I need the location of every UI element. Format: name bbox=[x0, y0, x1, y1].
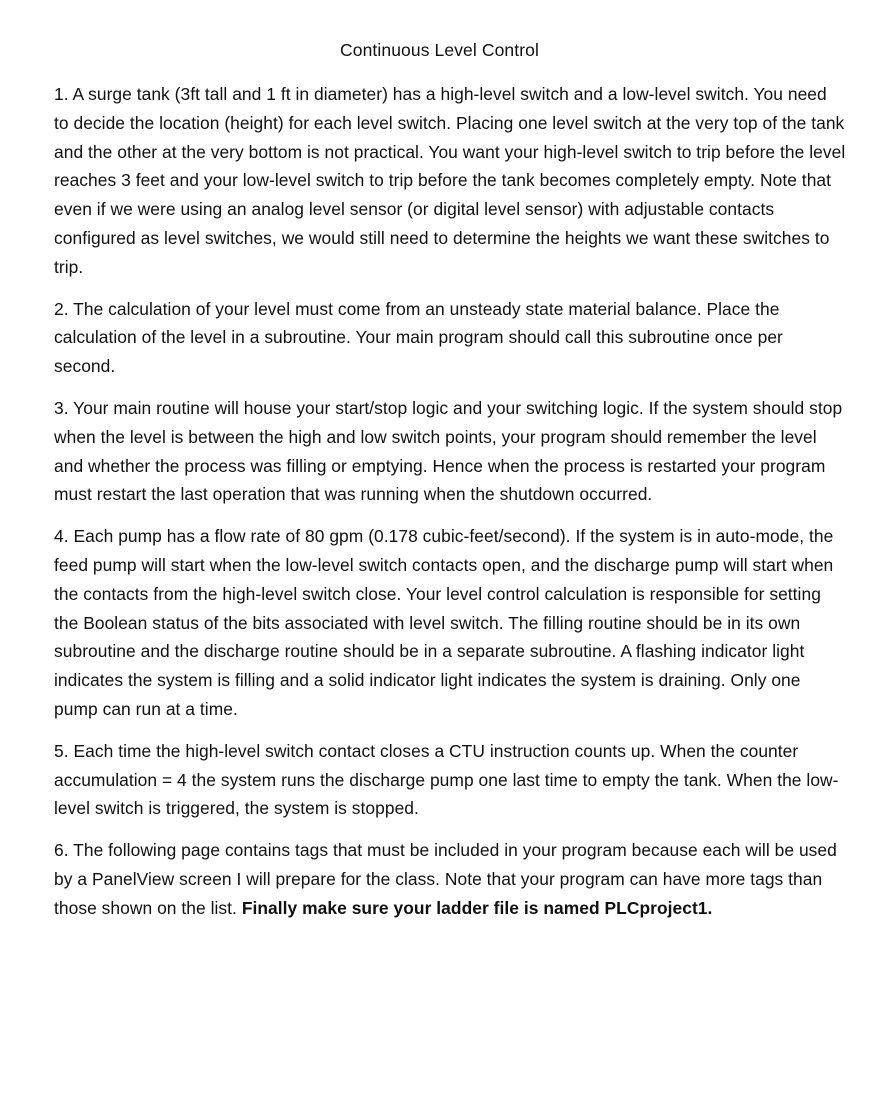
ladder-file-note: Finally make sure your ladder file is named PLCproject1. bbox=[241, 897, 713, 918]
paragraph-6-text: 6. The following page contains tags that must be included in your program because each will be used by a PanelView screen I will prepare for the class. Note that your program can have more tags than those shown on the list. bbox=[54, 840, 837, 918]
page-title: Continuous Level Control bbox=[340, 40, 539, 60]
paragraph-4: 4. Each pump has a flow rate of 80 gpm (0.178 cubic-feet/second). If the system is in auto-mode, the feed pump will start when the low-level switch contacts open, and the discharge pump will start when the contacts from the high-level switch close. Your level control calculation is responsible for setting the Boolean status of the bits associated with level switch. The filling routine should be in its own subroutine and the discharge routine should be in a separate subroutine. A flashing indicator light indicates the system is filling and a solid indicator light indicates the system is draining. Only one pump can run at a time. bbox=[54, 526, 834, 719]
paragraph-2: 2. The calculation of your level must come from an unsteady state material balance. Place the calculation of the level in a subroutine. Your main program should call this subroutine once per second. bbox=[54, 298, 783, 377]
document-body bbox=[54, 80, 846, 936]
paragraph-3: 3. Your main routine will house your start/stop logic and your switching logic. If the system should stop when the level is between the high and low switch points, your program should remember the level and whether the process was filling or emptying. Hence when the process is restarted your program must restart the last operation that was running when the shutdown occurred. bbox=[54, 397, 843, 505]
paragraph-1: 1. A surge tank (3ft tall and 1 ft in diameter) has a high-level switch and a low-level switch. You need to decide the location (height) for each level switch. Placing one level switch at the very top of the tank and the other at the very bottom is not practical. You want your high-level switch to trip before the level reaches 3 feet and your low-level switch to trip before the tank becomes completely empty. Note that even if we were using an analog level sensor (or digital level sensor) with adjustable contacts configured as level switches, we would still need to determine the heights we want these switches to trip. bbox=[54, 84, 846, 277]
paragraph-6 bbox=[54, 836, 846, 922]
paragraph-5: 5. Each time the high-level switch contact closes a CTU instruction counts up. When the counter accumulation = 4 the system runs the discharge pump one last time to empty the tank. When the low-level switch is triggered, the system is stopped. bbox=[54, 740, 839, 819]
